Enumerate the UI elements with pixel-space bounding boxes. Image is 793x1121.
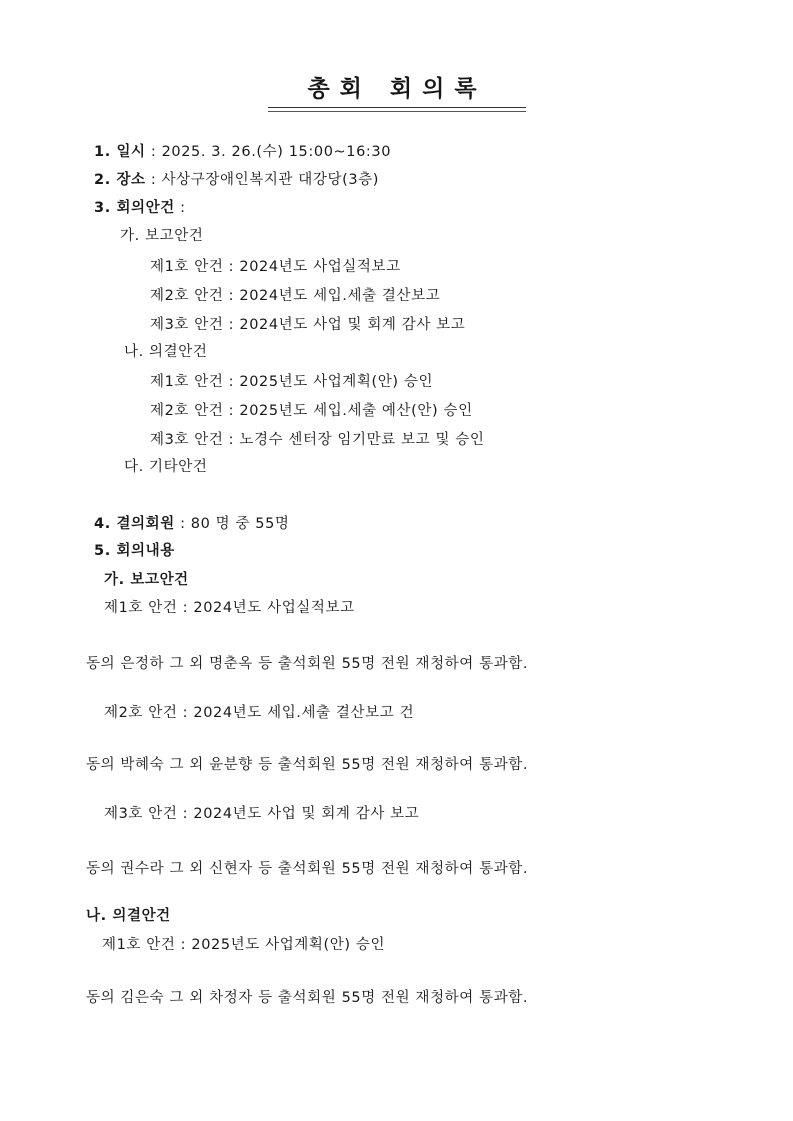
content-result-3: 동의 권수라 그 외 신현자 등 출석회원 55명 전원 재청하여 통과함. bbox=[86, 861, 529, 877]
place-label: 2. 장소 bbox=[94, 172, 146, 188]
agenda-line bbox=[94, 198, 186, 218]
agenda-other-heading: 다. 기타안건 bbox=[124, 459, 208, 475]
content-report-heading: 가. 보고안건 bbox=[104, 572, 189, 588]
agenda-report-item-1: 제1호 안건 : 2024년도 사업실적보고 bbox=[150, 259, 401, 275]
content-result-1: 동의 은정하 그 외 명춘옥 등 출석회원 55명 전원 재청하여 통과함. bbox=[86, 656, 529, 672]
document-title: 총회 회의록 bbox=[307, 76, 487, 102]
members-value: : 80 명 중 55명 bbox=[174, 516, 290, 532]
content-item-2: 제2호 안건 : 2024년도 세입.세출 결산보고 건 bbox=[104, 705, 415, 721]
members-line bbox=[94, 514, 290, 534]
agenda-resolve-item-3: 제3호 안건 : 노경수 센터장 임기만료 보고 및 승인 bbox=[150, 432, 485, 448]
agenda-report-item-3: 제3호 안건 : 2024년도 사업 및 회계 감사 보고 bbox=[150, 317, 466, 333]
title-underline bbox=[268, 107, 526, 108]
agenda-resolve-heading: 나. 의결안건 bbox=[124, 344, 208, 360]
date-line bbox=[94, 142, 391, 162]
agenda-resolve-item-1: 제1호 안건 : 2025년도 사업계획(안) 승인 bbox=[150, 374, 434, 390]
content-item-1: 제1호 안건 : 2024년도 사업실적보고 bbox=[104, 600, 355, 616]
date-value: : 2025. 3. 26.(수) 15:00~16:30 bbox=[145, 144, 392, 160]
agenda-report-item-2: 제2호 안건 : 2024년도 세입.세출 결산보고 bbox=[150, 288, 441, 304]
agenda-report-heading: 가. 보고안건 bbox=[120, 228, 204, 244]
agenda-colon: : bbox=[174, 200, 186, 216]
title-underline-second bbox=[268, 111, 526, 112]
place-line bbox=[94, 170, 379, 190]
content-resolve-heading: 나. 의결안건 bbox=[86, 908, 171, 924]
content-item-3: 제3호 안건 : 2024년도 사업 및 회계 감사 보고 bbox=[104, 806, 420, 822]
content-heading: 5. 회의내용 bbox=[94, 543, 175, 559]
content-item-4: 제1호 안건 : 2025년도 사업계획(안) 승인 bbox=[102, 937, 386, 953]
content-result-4: 동의 김은숙 그 외 차정자 등 출석회원 55명 전원 재청하여 통과함. bbox=[86, 990, 529, 1006]
date-label: 1. 일시 bbox=[94, 144, 146, 160]
agenda-label: 3. 회의안건 bbox=[94, 200, 175, 216]
place-value: : 사상구장애인복지관 대강당(3층) bbox=[145, 172, 380, 188]
agenda-resolve-item-2: 제2호 안건 : 2025년도 세입.세출 예산(안) 승인 bbox=[150, 403, 473, 419]
members-label: 4. 결의회원 bbox=[94, 516, 175, 532]
content-result-2: 동의 박혜숙 그 외 윤분향 등 출석회원 55명 전원 재청하여 통과함. bbox=[86, 757, 529, 773]
title-block bbox=[268, 74, 526, 104]
